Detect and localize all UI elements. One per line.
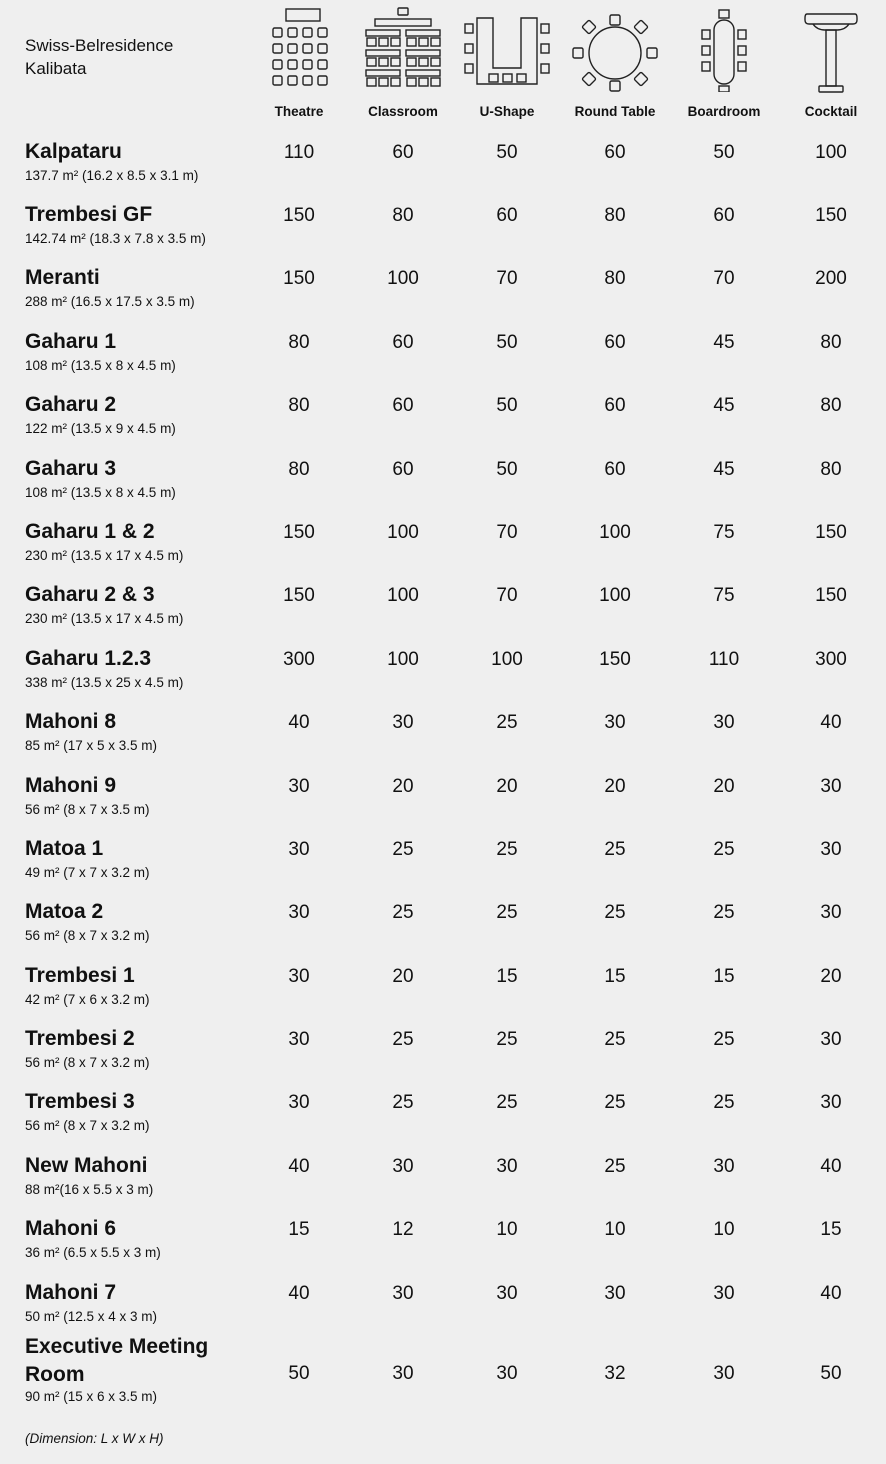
capacity-u-shape: 25	[496, 839, 518, 860]
room-dimensions: 90 m² (15 x 6 x 3.5 m)	[25, 1389, 158, 1404]
hotel-name-line1: Swiss-Belresidence	[25, 36, 174, 55]
capacity-round-table: 25	[604, 1156, 626, 1177]
capacity-classroom: 30	[392, 1363, 414, 1384]
capacity-cocktail: 15	[820, 1219, 842, 1240]
room-dimensions: 56 m² (8 x 7 x 3.2 m)	[25, 928, 150, 943]
capacity-cocktail: 30	[820, 776, 842, 797]
capacity-boardroom: 45	[713, 332, 735, 353]
capacity-boardroom: 20	[713, 776, 735, 797]
capacity-cocktail: 30	[820, 839, 842, 860]
capacity-theatre: 30	[288, 966, 310, 987]
capacity-round-table: 20	[604, 776, 626, 797]
capacity-cocktail: 150	[815, 522, 847, 543]
capacity-cocktail: 150	[815, 205, 847, 226]
capacity-round-table: 60	[604, 395, 626, 416]
room-dimensions: 142.74 m² (18.3 x 7.8 x 3.5 m)	[25, 231, 206, 246]
capacity-cocktail: 40	[820, 712, 842, 733]
room-dimensions: 50 m² (12.5 x 4 x 3 m)	[25, 1309, 158, 1324]
room-name: Meranti	[25, 266, 100, 289]
capacity-boardroom: 75	[713, 585, 735, 606]
room-dimensions: 56 m² (8 x 7 x 3.2 m)	[25, 1055, 150, 1070]
room-name: Trembesi 2	[25, 1027, 135, 1050]
capacity-classroom: 80	[392, 205, 414, 226]
capacity-boardroom: 70	[713, 268, 735, 289]
capacity-round-table: 30	[604, 1283, 626, 1304]
room-name: New Mahoni	[25, 1154, 148, 1177]
capacity-round-table: 100	[599, 522, 631, 543]
capacity-classroom: 25	[392, 1029, 414, 1050]
capacity-round-table: 25	[604, 902, 626, 923]
room-dimensions: 230 m² (13.5 x 17 x 4.5 m)	[25, 611, 184, 626]
room-name: Mahoni 8	[25, 710, 117, 733]
capacity-boardroom: 25	[713, 839, 735, 860]
room-name: Gaharu 2	[25, 393, 117, 416]
capacity-round-table: 80	[604, 205, 626, 226]
capacity-classroom: 100	[387, 522, 419, 543]
capacity-u-shape: 70	[496, 268, 518, 289]
layout-label-theatre: Theatre	[274, 104, 324, 119]
capacity-theatre: 150	[283, 268, 315, 289]
capacity-theatre: 300	[283, 649, 315, 670]
capacity-u-shape: 15	[496, 966, 518, 987]
theatre-layout-icon	[267, 6, 331, 92]
room-name: Mahoni 6	[25, 1217, 117, 1240]
capacity-theatre: 150	[283, 205, 315, 226]
room-name: Matoa 2	[25, 900, 104, 923]
capacity-theatre: 40	[288, 712, 310, 733]
capacity-theatre: 80	[288, 459, 310, 480]
capacity-classroom: 60	[392, 395, 414, 416]
capacity-cocktail: 40	[820, 1156, 842, 1177]
layout-label-classroom: Classroom	[368, 104, 438, 119]
capacity-boardroom: 75	[713, 522, 735, 543]
capacity-round-table: 32	[604, 1363, 626, 1384]
room-name: Gaharu 1	[25, 330, 117, 353]
capacity-classroom: 12	[392, 1219, 414, 1240]
room-name: Kalpataru	[25, 140, 122, 163]
layout-label-u-shape: U-Shape	[479, 104, 535, 119]
capacity-boardroom: 30	[713, 1363, 735, 1384]
room-name: Mahoni 7	[25, 1281, 117, 1304]
capacity-theatre: 30	[288, 839, 310, 860]
capacity-u-shape: 60	[496, 205, 518, 226]
capacity-u-shape: 50	[496, 459, 518, 480]
capacity-classroom: 100	[387, 585, 419, 606]
room-dimensions: 42 m² (7 x 6 x 3.2 m)	[25, 992, 150, 1007]
capacity-u-shape: 70	[496, 585, 518, 606]
table-row	[0, 1281, 886, 1341]
boardroom-layout-icon	[699, 6, 749, 92]
capacity-u-shape: 25	[496, 1092, 518, 1113]
capacity-boardroom: 30	[713, 1283, 735, 1304]
table-row	[0, 1333, 886, 1413]
room-dimensions: 36 m² (6.5 x 5.5 x 3 m)	[25, 1245, 161, 1260]
room-dimensions: 230 m² (13.5 x 17 x 4.5 m)	[25, 548, 184, 563]
capacity-round-table: 80	[604, 268, 626, 289]
table-row	[0, 837, 886, 897]
cocktail-table-icon	[803, 6, 859, 96]
room-dimensions: 88 m²(16 x 5.5 x 3 m)	[25, 1182, 154, 1197]
capacity-u-shape: 10	[496, 1219, 518, 1240]
capacity-round-table: 60	[604, 459, 626, 480]
capacity-boardroom: 45	[713, 459, 735, 480]
capacity-cocktail: 80	[820, 332, 842, 353]
capacity-theatre: 150	[283, 585, 315, 606]
layout-label-boardroom: Boardroom	[687, 104, 761, 119]
capacity-theatre: 150	[283, 522, 315, 543]
capacity-classroom: 60	[392, 142, 414, 163]
table-row	[0, 393, 886, 453]
table-row	[0, 1090, 886, 1150]
room-dimensions: 108 m² (13.5 x 8 x 4.5 m)	[25, 358, 176, 373]
capacity-theatre: 110	[283, 142, 315, 163]
capacity-classroom: 30	[392, 1156, 414, 1177]
capacity-classroom: 30	[392, 712, 414, 733]
capacity-round-table: 150	[599, 649, 631, 670]
room-name: Gaharu 3	[25, 457, 117, 480]
capacity-u-shape: 50	[496, 395, 518, 416]
room-name: Trembesi 1	[25, 964, 135, 987]
table-row	[0, 203, 886, 263]
capacity-round-table: 25	[604, 1092, 626, 1113]
capacity-u-shape: 50	[496, 142, 518, 163]
room-name: Gaharu 1 & 2	[25, 520, 155, 543]
capacity-theatre: 30	[288, 1029, 310, 1050]
table-row	[0, 583, 886, 643]
layout-label-round-table: Round Table	[574, 104, 656, 119]
capacity-round-table: 60	[604, 142, 626, 163]
room-dimensions: 56 m² (8 x 7 x 3.5 m)	[25, 802, 150, 817]
table-row	[0, 964, 886, 1024]
capacity-boardroom: 30	[713, 712, 735, 733]
capacity-u-shape: 70	[496, 522, 518, 543]
capacity-classroom: 20	[392, 776, 414, 797]
capacity-theatre: 80	[288, 395, 310, 416]
capacity-theatre: 40	[288, 1283, 310, 1304]
capacity-classroom: 20	[392, 966, 414, 987]
capacity-cocktail: 300	[815, 649, 847, 670]
table-row	[0, 900, 886, 960]
table-row	[0, 1154, 886, 1214]
capacity-cocktail: 100	[815, 142, 847, 163]
hotel-name-line2: Kalibata	[25, 59, 87, 78]
hotel-title	[25, 34, 173, 80]
capacity-cocktail: 80	[820, 395, 842, 416]
capacity-round-table: 30	[604, 712, 626, 733]
room-dimensions: 56 m² (8 x 7 x 3.2 m)	[25, 1118, 150, 1133]
capacity-round-table: 15	[604, 966, 626, 987]
room-name: Matoa 1	[25, 837, 104, 860]
u-shape-layout-icon	[463, 6, 551, 92]
room-name: Mahoni 9	[25, 774, 117, 797]
capacity-classroom: 30	[392, 1283, 414, 1304]
table-row	[0, 457, 886, 517]
room-name: Trembesi 3	[25, 1090, 135, 1113]
capacity-u-shape: 30	[496, 1283, 518, 1304]
room-dimensions: 137.7 m² (16.2 x 8.5 x 3.1 m)	[25, 168, 199, 183]
capacity-round-table: 100	[599, 585, 631, 606]
capacity-u-shape: 30	[496, 1156, 518, 1177]
round-table-layout-icon	[571, 6, 659, 92]
capacity-boardroom: 15	[713, 966, 735, 987]
classroom-layout-icon	[363, 6, 443, 92]
capacity-classroom: 100	[387, 649, 419, 670]
capacity-classroom: 25	[392, 839, 414, 860]
table-row	[0, 1217, 886, 1277]
capacity-theatre: 30	[288, 1092, 310, 1113]
capacity-boardroom: 45	[713, 395, 735, 416]
capacity-theatre: 50	[288, 1363, 310, 1384]
capacity-u-shape: 25	[496, 712, 518, 733]
capacity-theatre: 15	[288, 1219, 310, 1240]
capacity-u-shape: 25	[496, 902, 518, 923]
capacity-boardroom: 110	[708, 649, 740, 670]
capacity-round-table: 10	[604, 1219, 626, 1240]
room-name: Executive Meeting Room	[25, 1335, 209, 1386]
capacity-classroom: 60	[392, 459, 414, 480]
capacity-cocktail: 50	[820, 1363, 842, 1384]
capacity-classroom: 25	[392, 1092, 414, 1113]
room-dimensions: 338 m² (13.5 x 25 x 4.5 m)	[25, 675, 184, 690]
table-row	[0, 520, 886, 580]
room-name: Trembesi GF	[25, 203, 153, 226]
capacity-u-shape: 100	[491, 649, 523, 670]
layout-label-cocktail: Cocktail	[804, 104, 858, 119]
capacity-u-shape: 30	[496, 1363, 518, 1384]
capacity-boardroom: 25	[713, 1029, 735, 1050]
table-row	[0, 140, 886, 200]
dimension-footnote: (Dimension: L x W x H)	[25, 1431, 164, 1446]
capacity-theatre: 30	[288, 902, 310, 923]
capacity-boardroom: 25	[713, 902, 735, 923]
capacity-classroom: 60	[392, 332, 414, 353]
capacity-theatre: 80	[288, 332, 310, 353]
capacity-boardroom: 60	[713, 205, 735, 226]
capacity-round-table: 60	[604, 332, 626, 353]
table-row	[0, 710, 886, 770]
capacity-cocktail: 80	[820, 459, 842, 480]
capacity-classroom: 25	[392, 902, 414, 923]
table-row	[0, 266, 886, 326]
capacity-boardroom: 30	[713, 1156, 735, 1177]
capacity-cocktail: 30	[820, 1029, 842, 1050]
room-dimensions: 85 m² (17 x 5 x 3.5 m)	[25, 738, 158, 753]
capacity-boardroom: 25	[713, 1092, 735, 1113]
room-dimensions: 122 m² (13.5 x 9 x 4.5 m)	[25, 421, 176, 436]
table-row	[0, 774, 886, 834]
capacity-cocktail: 30	[820, 1092, 842, 1113]
capacity-u-shape: 50	[496, 332, 518, 353]
capacity-boardroom: 50	[713, 142, 735, 163]
room-dimensions: 288 m² (16.5 x 17.5 x 3.5 m)	[25, 294, 195, 309]
capacity-boardroom: 10	[713, 1219, 735, 1240]
capacity-round-table: 25	[604, 839, 626, 860]
capacity-cocktail: 150	[815, 585, 847, 606]
capacity-cocktail: 30	[820, 902, 842, 923]
capacity-cocktail: 20	[820, 966, 842, 987]
capacity-cocktail: 200	[815, 268, 847, 289]
capacity-cocktail: 40	[820, 1283, 842, 1304]
capacity-theatre: 40	[288, 1156, 310, 1177]
room-dimensions: 49 m² (7 x 7 x 3.2 m)	[25, 865, 150, 880]
table-row	[0, 647, 886, 707]
capacity-u-shape: 25	[496, 1029, 518, 1050]
capacity-u-shape: 20	[496, 776, 518, 797]
table-row	[0, 1027, 886, 1087]
room-dimensions: 108 m² (13.5 x 8 x 4.5 m)	[25, 485, 176, 500]
capacity-theatre: 30	[288, 776, 310, 797]
room-name: Gaharu 1.2.3	[25, 647, 152, 670]
room-name: Gaharu 2 & 3	[25, 583, 155, 606]
table-row	[0, 330, 886, 390]
capacity-round-table: 25	[604, 1029, 626, 1050]
capacity-classroom: 100	[387, 268, 419, 289]
